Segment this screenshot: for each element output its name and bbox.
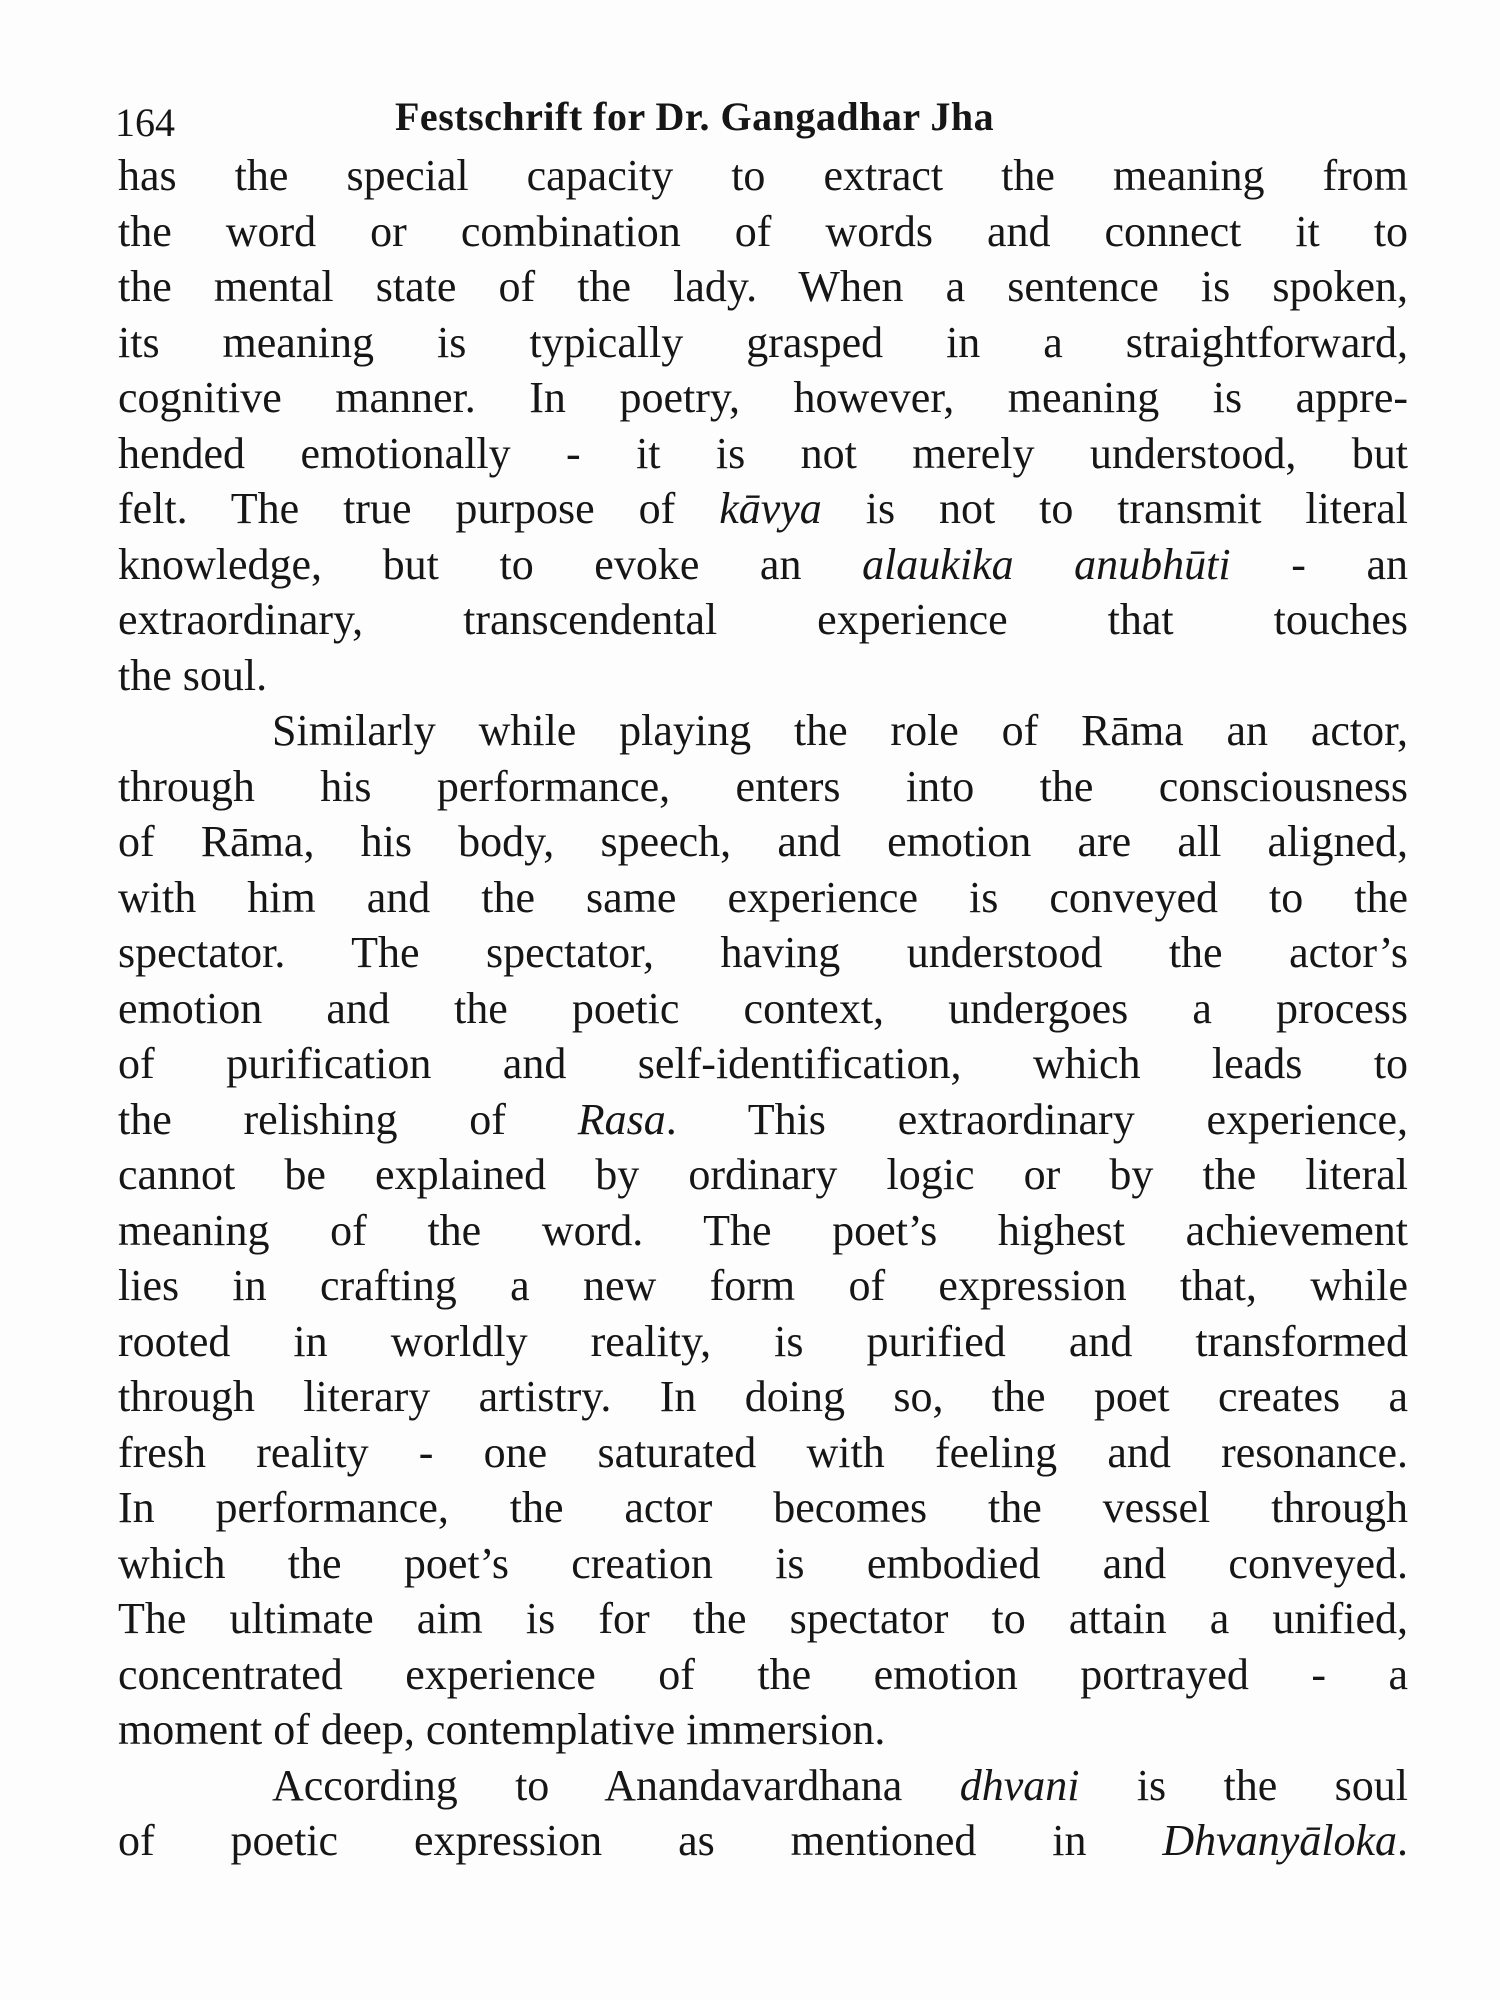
text-line: of poetic expression as mentioned in Dhvanyāloka. — [118, 1816, 1408, 1865]
text-line: rooted in worldly reality, is purified and transformed — [118, 1316, 1408, 1366]
text-line: meaning of the word. The poet’s highest achievement — [118, 1205, 1408, 1255]
text-line: hended emotionally - it is not merely understood, but — [118, 428, 1408, 478]
text-line: extraordinary, transcendental experience that touches — [118, 595, 1408, 644]
text-line: cognitive manner. In poetry, however, meaning is appre- — [118, 373, 1408, 422]
italic-term: alaukika anubhūti — [862, 539, 1231, 589]
text-line: emotion and the poetic context, undergoes a process — [118, 983, 1408, 1033]
italic-term: dhvani — [959, 1760, 1080, 1810]
text-line: of Rāma, his body, speech, and emotion are all aligned, — [118, 817, 1408, 866]
text-line: the soul. — [118, 650, 268, 700]
italic-term: Dhvanyāloka — [1162, 1816, 1397, 1865]
running-head — [115, 94, 1415, 148]
text-line: According to Anandavardhana dhvani is the soul — [272, 1760, 1408, 1810]
text-line: of purification and self-identification, which leads to — [118, 1039, 1408, 1088]
text-line: through his performance, enters into the consciousness — [118, 761, 1408, 811]
text-line: Similarly while playing the role of Rāma an actor, — [272, 706, 1408, 755]
text-line: concentrated experience of the emotion portrayed - a — [118, 1649, 1408, 1699]
text-line: with him and the same experience is conveyed to the — [118, 872, 1408, 922]
text-line: the word or combination of words and connect it to — [118, 206, 1408, 256]
text-line: moment of deep, contemplative immersion. — [118, 1705, 886, 1754]
text-line: spectator. The spectator, having understood the actor’s — [118, 928, 1408, 977]
text-line: The ultimate aim is for the spectator to attain a unified, — [118, 1594, 1408, 1643]
text-line: cannot be explained by ordinary logic or by the literal — [118, 1150, 1408, 1199]
text-line: which the poet’s creation is embodied and conveyed. — [118, 1538, 1408, 1588]
text-line: the relishing of Rasa. This extraordinary experience, — [118, 1094, 1408, 1144]
running-title: Festschrift for Dr. Gangadhar Jha — [395, 94, 995, 139]
text-line: In performance, the actor becomes the vessel through — [118, 1483, 1408, 1532]
italic-term: Rasa — [577, 1094, 666, 1144]
text-line: the mental state of the lady. When a sentence is spoken, — [118, 262, 1408, 311]
text-line: its meaning is typically grasped in a straightforward, — [118, 317, 1408, 367]
body-text — [118, 148, 1408, 1869]
page-number: 164 — [115, 100, 175, 145]
text-line: lies in crafting a new form of expression that, while — [118, 1261, 1408, 1310]
text-line: has the special capacity to extract the meaning from — [118, 151, 1408, 200]
text-line: felt. The true purpose of kāvya is not to transmit literal — [118, 484, 1408, 533]
text-line: knowledge, but to evoke an alaukika anubhūti - an — [118, 539, 1408, 589]
text-line: through literary artistry. In doing so, the poet creates a — [118, 1372, 1408, 1421]
italic-term: kāvya — [719, 484, 822, 533]
text-line: fresh reality - one saturated with feeling and resonance. — [118, 1427, 1408, 1477]
